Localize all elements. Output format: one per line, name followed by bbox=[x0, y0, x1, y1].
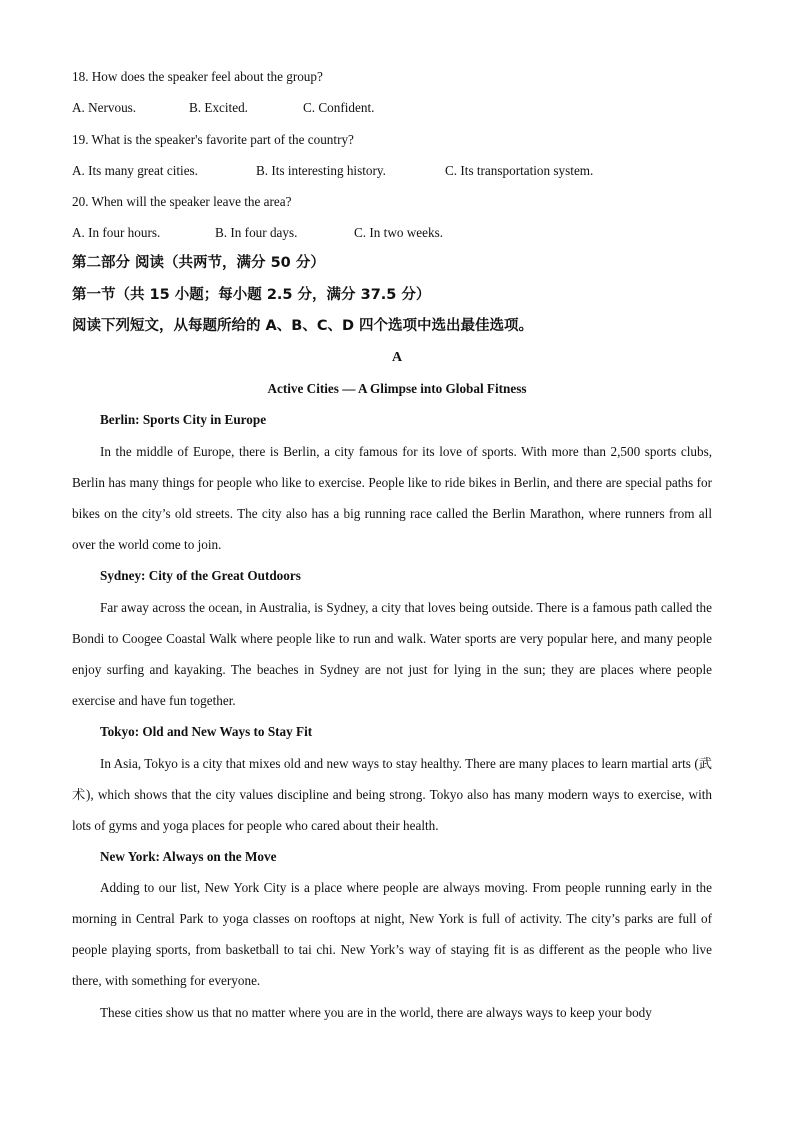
part-title: 第二部分 阅读（共两节，满分 50 分） bbox=[72, 255, 325, 271]
paragraph-new-york: Adding to our list, New York City is a place where people are always moving. From people running early in the morning in Central Park to yoga classes on rooftops at night, New York is full of activity. The city’s parks are full of people playing sports, from basketball to tai chi. New York’s way of staying fit is as different as the people who live there, with something for everyone. bbox=[72, 880, 712, 989]
section-heading-tokyo: Tokyo: Old and New Ways to Stay Fit bbox=[100, 724, 313, 739]
section-heading-berlin: Berlin: Sports City in Europe bbox=[100, 412, 267, 427]
paragraph-berlin: In the middle of Europe, there is Berlin, a city famous for its love of sports. With more than 2,500 sports clubs, Berlin has many things for people who like to exercise. People like to ride bikes in Berlin, and there are special paths for bikes on the city’s old streets. The city also has a big running race called the Berlin Marathon, where runners from all over the world come to join. bbox=[72, 444, 712, 553]
question-18-stem: 18. How does the speaker feel about the group? bbox=[72, 69, 323, 84]
section-heading-sydney: Sydney: City of the Great Outdoors bbox=[100, 568, 301, 583]
question-19-option-c: C. Its transportation system. bbox=[445, 163, 594, 178]
question-19-option-a: A. Its many great cities. bbox=[72, 163, 198, 178]
paragraph-tokyo: In Asia, Tokyo is a city that mixes old and new ways to stay healthy. There are many places to learn martial arts (武术), which shows that the city values discipline and being strong. Tokyo also has many modern ways to exercise, with lots of gyms and yoga places for people who cared about their health. bbox=[72, 756, 712, 834]
question-20-option-a: A. In four hours. bbox=[72, 225, 161, 240]
question-20-option-b: B. In four days. bbox=[215, 225, 298, 240]
question-20-option-c: C. In two weeks. bbox=[354, 225, 444, 240]
passage-letter: A bbox=[391, 350, 403, 365]
question-19-stem: 19. What is the speaker's favorite part of the country? bbox=[72, 132, 354, 147]
subsection-title: 第一节（共 15 小题；每小题 2.5 分，满分 37.5 分） bbox=[72, 287, 431, 303]
question-18-option-a: A. Nervous. bbox=[72, 100, 137, 115]
section-heading-new-york: New York: Always on the Move bbox=[100, 849, 277, 864]
paragraph-sydney: Far away across the ocean, in Australia, is Sydney, a city that loves being outside. There is a famous path called the Bondi to Coogee Coastal Walk where people like to run and walk. Water sports are very popular here, and many people enjoy surfing and kayaking. The beaches in Sydney are not just for lying in the sun; they are places where people exercise and have fun together. bbox=[72, 600, 712, 709]
passage-title: Active Cities — A Glimpse into Global Fitness bbox=[267, 381, 527, 396]
question-19-option-b: B. Its interesting history. bbox=[256, 163, 386, 178]
question-20-stem: 20. When will the speaker leave the area? bbox=[72, 194, 292, 209]
closing-paragraph: These cities show us that no matter where you are in the world, there are always ways to keep your body bbox=[100, 1005, 652, 1020]
question-18-option-c: C. Confident. bbox=[303, 100, 375, 115]
question-18-option-b: B. Excited. bbox=[189, 100, 248, 115]
section-instruction: 阅读下列短文，从每题所给的 A、B、C、D 四个选项中选出最佳选项。 bbox=[72, 318, 534, 334]
